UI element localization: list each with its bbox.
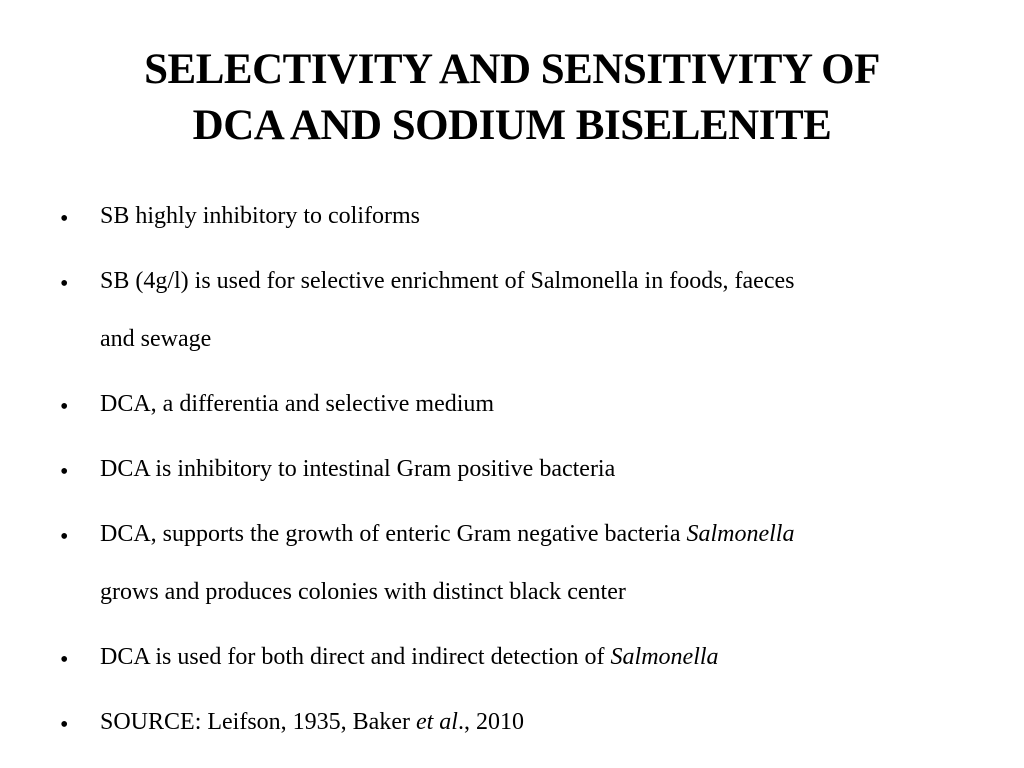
bullet-line xyxy=(100,628,950,686)
bullet-dot: • xyxy=(60,459,69,485)
title-line-1: SELECTIVITY AND SENSITIVITY OF xyxy=(144,46,880,93)
bullet-line: SB highly inhibitory to coliforms xyxy=(100,203,421,229)
bullet-text xyxy=(100,644,950,686)
citation-et-al: et al xyxy=(415,709,458,735)
organism-name: Salmonella xyxy=(686,521,795,547)
bullet-line xyxy=(100,505,950,563)
source-text: SOURCE: Leifson, 1935, Baker xyxy=(100,709,416,735)
bullet-line: and sewage xyxy=(100,326,212,352)
bullet-line: SB (4g/l) is used for selective enrichment of Salmonella in foods, faeces xyxy=(100,268,795,294)
bullet-text xyxy=(100,456,950,498)
bullet-text-segment: DCA is used for both direct and indirect detection of xyxy=(100,644,611,670)
title-line-2: DCA AND SODIUM BISELENITE xyxy=(192,102,832,149)
bullet-line xyxy=(100,693,950,751)
bullet-dot: • xyxy=(60,524,69,550)
bullet-dot: • xyxy=(60,394,69,420)
bullet-text xyxy=(100,709,950,751)
bullet-dot: • xyxy=(60,712,69,738)
bullet-dot: • xyxy=(60,647,69,673)
bullet-text xyxy=(100,391,950,433)
citation-year: ., 2010 xyxy=(457,709,524,735)
bullet-line: grows and produces colonies with distinct black center xyxy=(100,579,626,605)
bullet-text-segment: DCA, supports the growth of enteric Gram negative bacteria xyxy=(100,521,687,547)
bullet-line: DCA, a differentia and selective medium xyxy=(100,391,495,417)
bullet-text xyxy=(100,268,950,368)
bullet-line: DCA is inhibitory to intestinal Gram positive bacteria xyxy=(100,456,616,482)
organism-name: Salmonella xyxy=(610,644,719,670)
bullet-dot: • xyxy=(60,271,69,297)
bullet-dot: • xyxy=(60,206,69,232)
bullet-text xyxy=(100,203,950,245)
bullet-text xyxy=(100,521,950,621)
